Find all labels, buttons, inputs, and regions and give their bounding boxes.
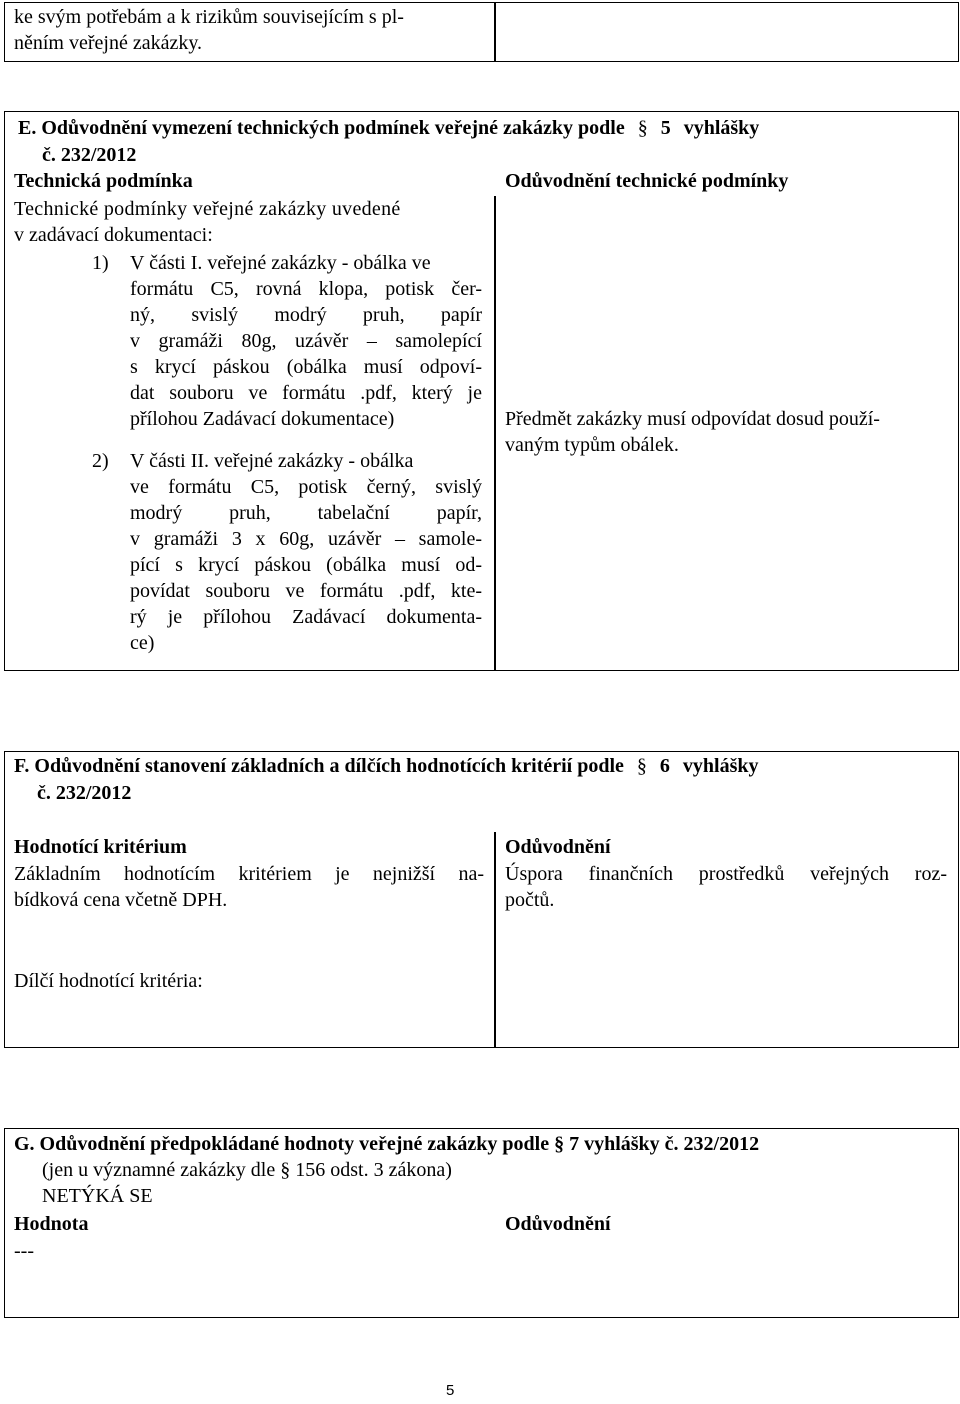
item1-number: 1) [92, 252, 109, 274]
item1-line: v gramáži 80g, uzávěr – samolepící [130, 330, 482, 352]
section-e-heading-line2: č. 232/2012 [42, 144, 137, 166]
section-f-heading [14, 753, 949, 779]
item2-line: pící s krycí páskou (obálka musí od- [130, 554, 482, 576]
section-g-heading: G. Odůvodnění předpokládané hodnoty veřejné zakázky podle § 7 vyhlášky č. 232/2012 [14, 1133, 760, 1155]
reason-line1: Úspora finančních prostředků veřejných roz- [505, 863, 947, 885]
top-text-line1: ke svým potřebám a k rizikům souvisejícím s pl- [14, 6, 404, 28]
item2-text [130, 448, 482, 656]
section-e-col-left-header: Technická podmínka [14, 170, 193, 192]
item1-line: přílohou Zadávací dokumentace) [130, 408, 395, 430]
section-e-col-right-header: Odůvodnění technické podmínky [505, 170, 789, 192]
section-e-heading [18, 115, 948, 141]
section-e-justification-line1: Předmět zakázky musí odpovídat dosud použí- [505, 408, 880, 430]
section-e-heading-number: 5 [660, 117, 671, 139]
criterion-line2: bídková cena včetně DPH. [14, 889, 228, 911]
item2-number: 2) [92, 450, 109, 472]
section-g-line3: NETÝKÁ SE [42, 1185, 153, 1207]
item2-line: V části II. veřejné zakázky - obálka [130, 450, 414, 472]
section-e-intro-line2: v zadávací dokumentaci: [14, 224, 213, 246]
item1-line: formátu C5, rovná klopa, potisk čer- [130, 278, 482, 300]
item1-line: dat souboru ve formátu .pdf, který je [130, 382, 482, 404]
item2-line: v gramáži 3 x 60g, uzávěr – samole- [130, 528, 482, 550]
section-f-divider [494, 832, 496, 1048]
section-f-heading-number: 6 [659, 755, 670, 777]
top-text-line2: něním veřejné zakázky. [14, 32, 203, 54]
section-g-col-left-header: Hodnota [14, 1213, 89, 1235]
section-f-heading-line2: č. 232/2012 [37, 782, 132, 804]
item2-line: povídat souboru ve formátu .pdf, kte- [130, 580, 482, 602]
partial-criteria-label: Dílčí hodnotící kritéria: [14, 970, 203, 992]
section-f-heading-text: F. Odůvodnění stanovení základních a dílčích hodnotících kritérií podle [14, 755, 624, 777]
section-g-line2: (jen u významné zakázky dle § 156 odst. 3 zákona) [42, 1159, 452, 1181]
top-table-divider [494, 2, 496, 62]
section-f-heading-vyhlasky: vyhlášky [682, 755, 759, 777]
criterion-line1: Základním hodnotícím kritériem je nejnižší na- [14, 863, 484, 885]
section-f-col-left-header: Hodnotící kritérium [14, 836, 187, 858]
section-f-col-right-header: Odůvodnění [505, 836, 611, 858]
item1-text [130, 250, 482, 432]
reason-line2: počtů. [505, 889, 555, 911]
page-number: 5 [446, 1382, 455, 1399]
section-g-col-right-header: Odůvodnění [505, 1213, 611, 1235]
item1-line: ný, svislý modrý pruh, papír [130, 304, 482, 326]
section-g-value: --- [14, 1240, 34, 1262]
section-e-heading-text: E. Odůvodnění vymezení technických podmínek veřejné zakázky podle [18, 117, 625, 139]
item2-line: ve formátu C5, potisk černý, svislý [130, 476, 482, 498]
section-e-intro-line1: Technické podmínky veřejné zakázky uvedené [14, 198, 401, 220]
section-e-heading-vyhlasky: vyhlášky [683, 117, 760, 139]
section-sign: § [637, 117, 648, 139]
item1-line: s krycí páskou (obálka musí odpoví- [130, 356, 482, 378]
item2-line: modrý pruh, tabelační papír, [130, 502, 482, 524]
section-e-divider [494, 196, 496, 671]
item2-line: rý je přílohou Zadávací dokumenta- [130, 606, 482, 628]
item2-line: ce) [130, 632, 155, 654]
section-sign: § [636, 755, 647, 777]
section-e-justification-line2: vaným typům obálek. [505, 434, 679, 456]
item1-line: V části I. veřejné zakázky - obálka ve [130, 252, 431, 274]
